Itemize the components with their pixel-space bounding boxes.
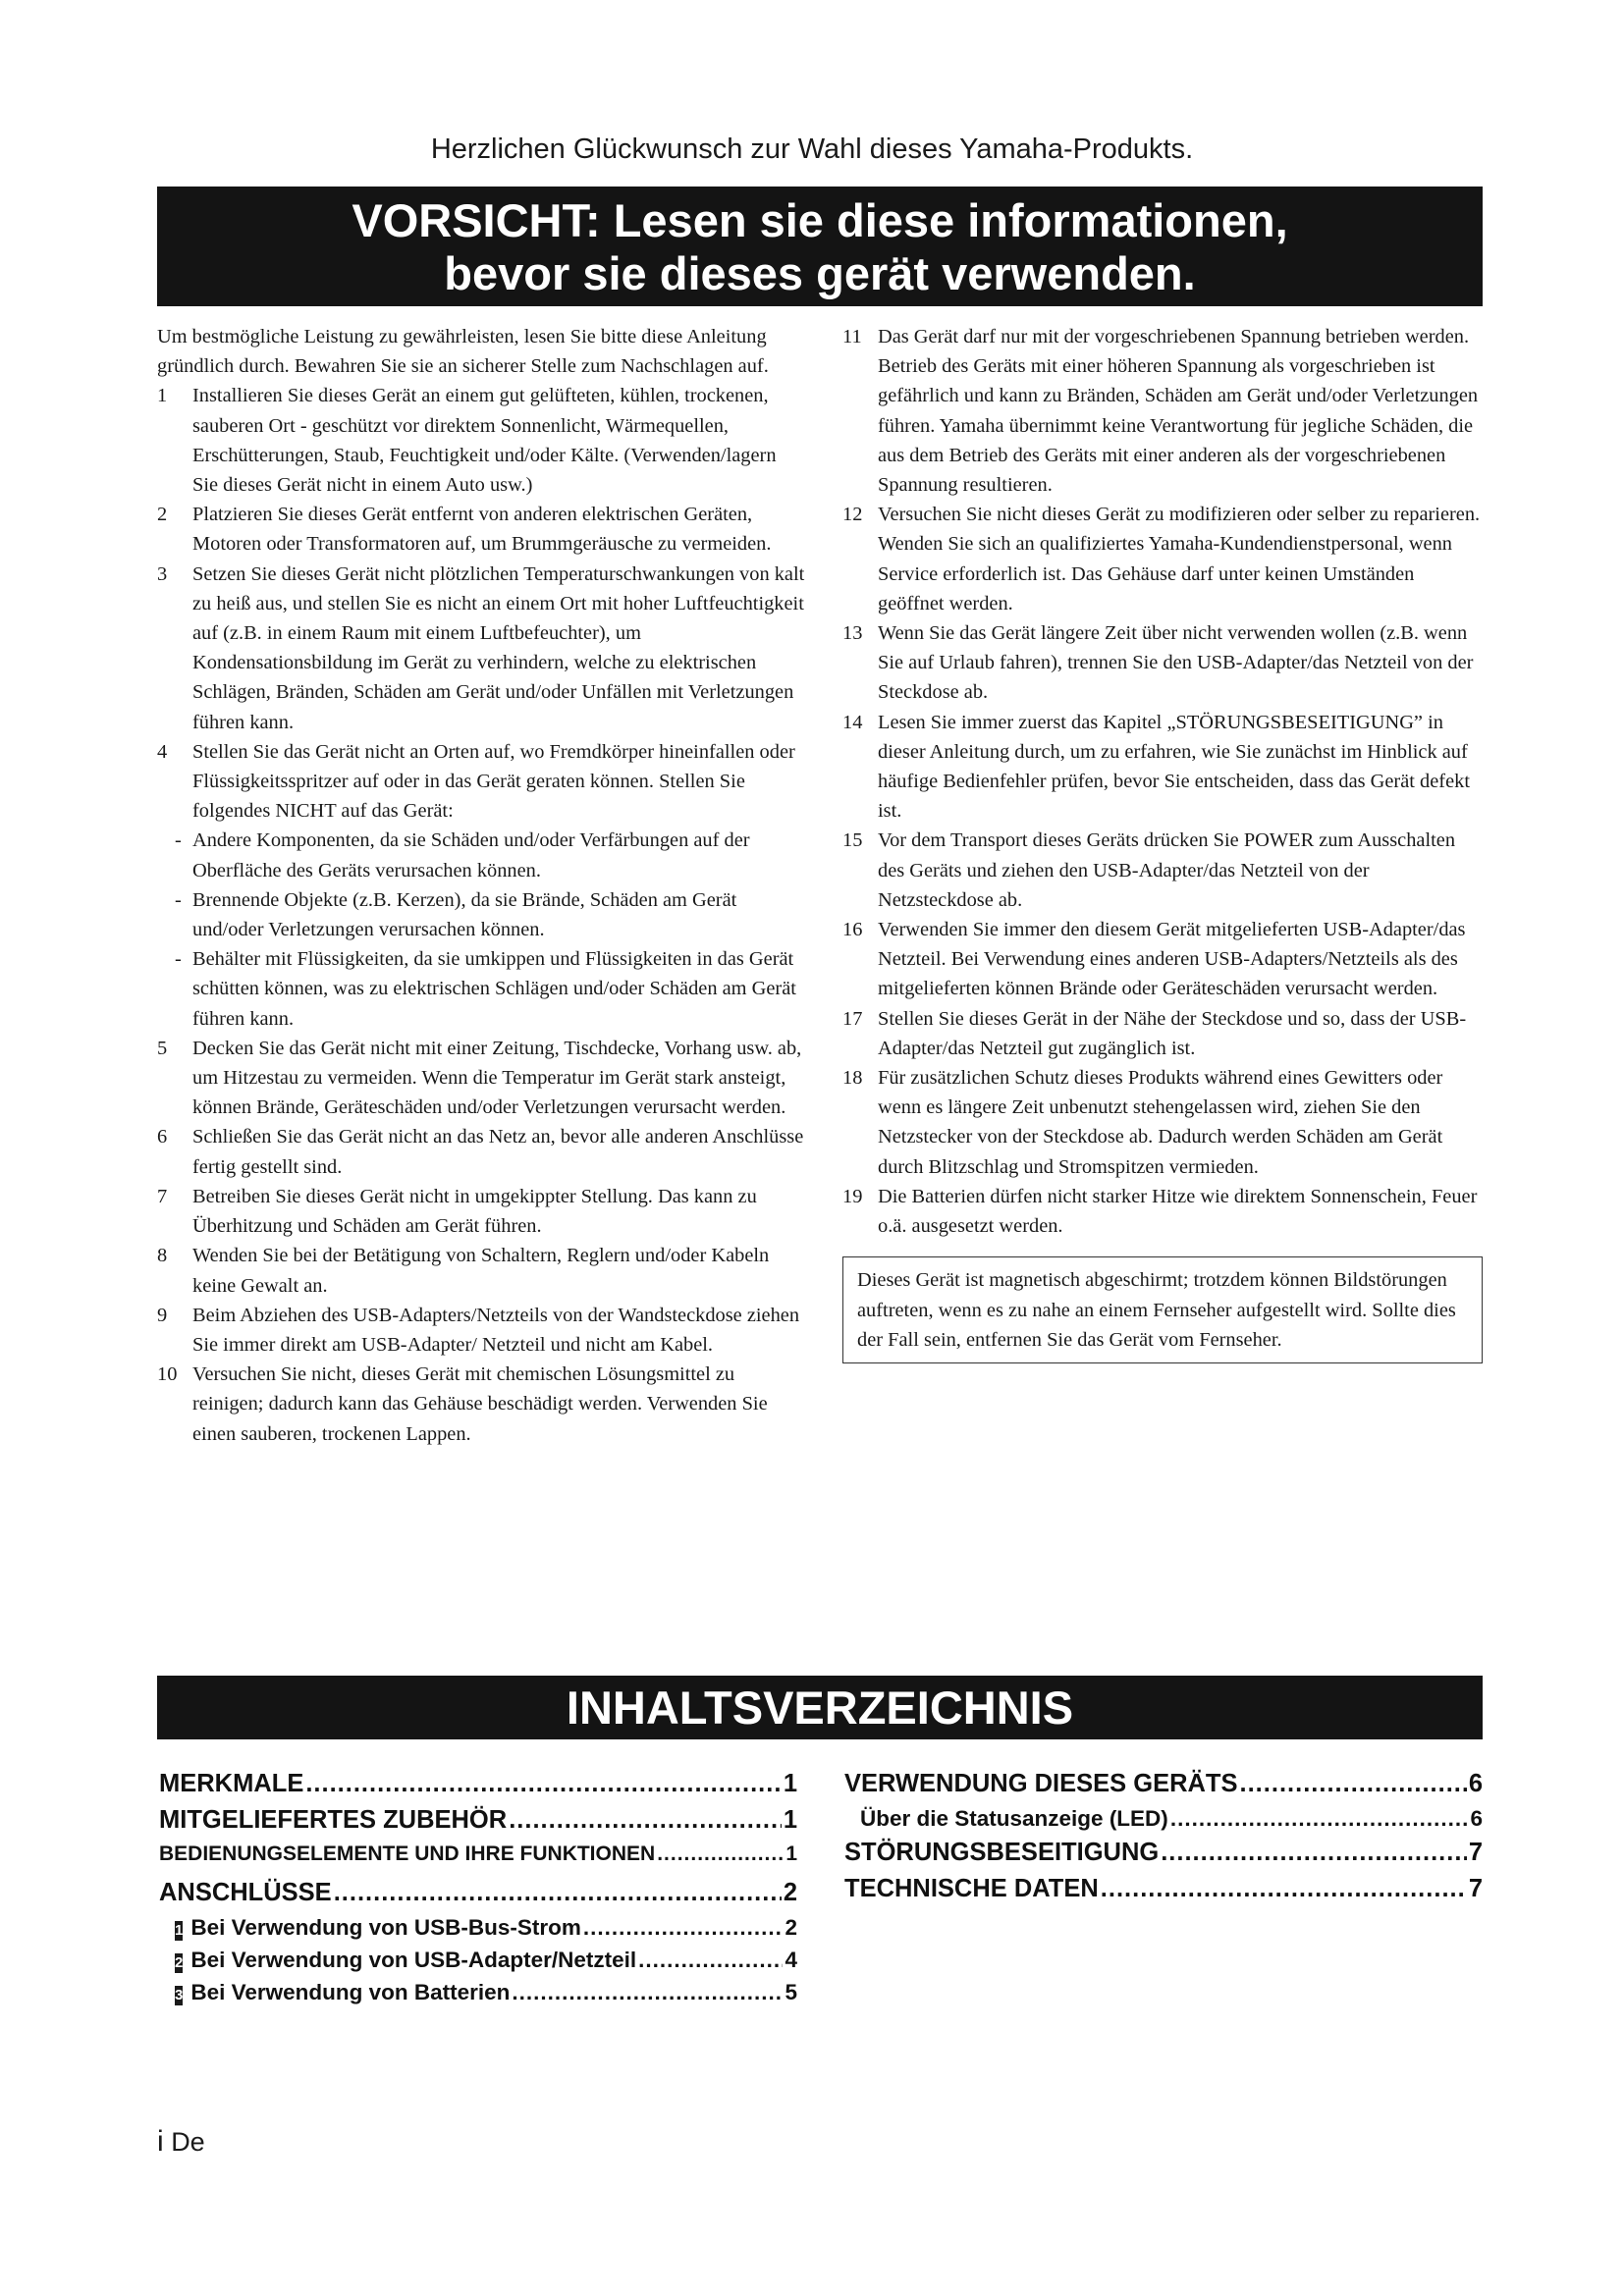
caution-item: 15 Vor dem Transport dieses Geräts drücken Sie POWER zum Ausschalten des Geräts und ziehen den USB-Adapter/das Netzteil von der Netzsteckdose ab. (842, 829, 1456, 911)
caution-item: 11 Das Gerät darf nur mit der vorgeschriebenen Spannung betrieben werden. Betrieb des Geräts mit einer höheren Spannung als vorgeschrieben ist gefährlich und kann zu Bränden, Schäden am Gerät und/oder Verletzungen führen. Yamaha übernimmt keine Verantwortung für jegliche Schäden, die aus dem Betrieb des Geräts mit einer anderen als der vorgeschriebenen Spannung resultieren. (842, 326, 1479, 497)
caution-subitem: - Brennende Objekte (z.B. Kerzen), da sie Brände, Schäden am Gerät und/oder Verletzungen verursachen können. (175, 888, 737, 941)
toc-column-right (844, 1770, 1483, 1911)
number-badge-icon: 2 (175, 1954, 184, 1971)
caution-column-right (842, 322, 1483, 1363)
caution-item: 10 Versuchen Sie nicht, dieses Gerät mit chemischen Lösungsmittel zu reinigen; dadurch kann das Gehäuse beschädigt werden. Verwenden Sie einen sauberen, trockenen Lappen. (157, 1363, 768, 1445)
intro-paragraph: Um bestmögliche Leistung zu gewährleisten, lesen Sie bitte diese Anleitung gründlich durch. Bewahren Sie sie an sicherer Stelle zum Nachschlagen auf. (157, 326, 769, 378)
number-badge-icon: 1 (175, 1922, 184, 1939)
number-badge-icon: 3 (175, 1987, 184, 2003)
toc-column-left (159, 1770, 797, 2012)
caution-title-line1: VORSICHT: Lesen sie diese informationen, (352, 194, 1288, 246)
caution-column-left (157, 322, 805, 1449)
page-number: i (157, 2125, 164, 2158)
caution-item: 7 Betreiben Sie dieses Gerät nicht in umgekippter Stellung. Das kann zu Überhitzung und Schäden am Gerät führen. (157, 1185, 757, 1238)
caution-banner (157, 187, 1483, 306)
toc-entry[interactable]: ANSCHLÜSSE ..... 2 (159, 1879, 797, 1915)
caution-item: 16 Verwenden Sie immer den diesem Gerät mitgelieferten USB-Adapter/das Netzteil. Bei Verwendung eines anderen USB-Adapters/Netzteils als des mitgelieferten können Brände oder Geräteschäden verursacht werden. (842, 919, 1466, 1000)
toc-entry[interactable]: STÖRUNGSBESEITIGUNG ..... 7 (844, 1839, 1483, 1875)
page-footer (157, 2125, 205, 2159)
caution-subitem: - Behälter mit Flüssigkeiten, da sie umkippen und Flüssigkeiten in das Gerät schütten können, was zu elektrischen Schlägen und/oder Schäden am Gerät führen kann. (175, 948, 796, 1030)
caution-item: 13 Wenn Sie das Gerät längere Zeit über nicht verwenden wollen (z.B. wenn Sie auf Urlaub fahren), trennen Sie den USB-Adapter/das Netzteil von der Steckdose ab. (842, 622, 1474, 704)
caution-item: 17 Stellen Sie dieses Gerät in der Nähe der Steckdose und so, dass der USB-Adapter/das Netzteil gut zugänglich ist. (842, 1007, 1467, 1059)
toc-entry[interactable]: MITGELIEFERTES ZUBEHÖR ..... 1 (159, 1806, 797, 1842)
caution-item: 1 Installieren Sie dieses Gerät an einem gut gelüfteten, kühlen, trockenen, sauberen Ort - geschützt vor direktem Sonnenlicht, Wärmequellen, Erschütterungen, Staub, Feuchtigkeit und/oder Kälte. (Verwenden/lagern Sie dieses Gerät nicht in einem Auto usw.) (157, 385, 777, 497)
caution-item: 3 Setzen Sie dieses Gerät nicht plötzlichen Temperaturschwankungen von kalt zu heiß aus, und stellen Sie es nicht an einem Ort mit hoher Luftfeuchtigkeit auf (z.B. in einem Raum mit einem Luftbefeuchter), um Kondensationsbildung im Gerät zu verhindern, welche zu elektrischen Schlägen, Bränden, Schäden am Gerät und/oder Unfällen mit Verletzungen führen kann. (157, 562, 805, 733)
caution-item: 8 Wenden Sie bei der Betätigung von Schaltern, Reglern und/oder Kabeln keine Gewalt an. (157, 1245, 770, 1297)
caution-subitem: - Andere Komponenten, da sie Schäden und/oder Verfärbungen auf der Oberfläche des Geräts verursachen können. (175, 829, 750, 881)
toc-entry[interactable]: TECHNISCHE DATEN ..... 7 (844, 1875, 1483, 1911)
magnetic-shield-note (842, 1256, 1483, 1363)
caution-item: 5 Decken Sie das Gerät nicht mit einer Zeitung, Tischdecke, Vorhang usw. ab, um Hitzestau zu vermeiden. Wenn die Temperatur im Gerät stark ansteigt, können Brände, Geräteschäden und/oder Verletzungen verursacht werden. (157, 1037, 802, 1119)
toc-entry[interactable]: VERWENDUNG DIESES GERÄTS ..... 6 (844, 1770, 1483, 1806)
toc-entry[interactable]: MERKMALE ..... 1 (159, 1770, 797, 1806)
caution-item: 19 Die Batterien dürfen nicht starker Hitze wie direktem Sonnenschein, Feuer o.ä. ausgesetzt werden. (842, 1185, 1478, 1238)
caution-title-line2: bevor sie dieses gerät verwenden. (444, 247, 1196, 299)
toc-subentry[interactable]: 2 Bei Verwendung von USB-Adapter/Netzteil ..... 4 (159, 1948, 797, 1980)
language-code: De (171, 2127, 205, 2157)
note-text: Dieses Gerät ist magnetisch abgeschirmt; trotzdem können Bildstörungen auftreten, wenn es zu nahe an einem Fernseher aufgestellt wird. Sollte dies der Fall sein, entfernen Sie das Gerät vom Fernseher. (857, 1269, 1456, 1351)
caution-item: 4 Stellen Sie das Gerät nicht an Orten auf, wo Fremdkörper hineinfallen oder Flüssigkeitsspritzer auf oder in das Gerät geraten können. Stellen Sie folgendes NICHT auf das Gerät: (157, 740, 795, 823)
caution-item: 9 Beim Abziehen des USB-Adapters/Netzteils von der Wandsteckdose ziehen Sie immer direkt am USB-Adapter/ Netzteil und nicht am Kabel. (157, 1304, 800, 1356)
toc-subentry[interactable]: 1 Bei Verwendung von USB-Bus-Strom ..... 2 (159, 1915, 797, 1948)
toc-title: INHALTSVERZEICHNIS (157, 1676, 1483, 1739)
toc-subentry[interactable]: Über die Statusanzeige (LED) ..... 6 (844, 1806, 1483, 1839)
caution-item: 6 Schließen Sie das Gerät nicht an das Netz an, bevor alle anderen Anschlüsse fertig gestellt sind. (157, 1126, 804, 1178)
caution-item: 2 Platzieren Sie dieses Gerät entfernt von anderen elektrischen Geräten, Motoren oder Transformatoren auf, um Brummgeräusche zu vermeiden. (157, 504, 772, 556)
toc-entry[interactable]: BEDIENUNGSELEMENTE UND IHRE FUNKTIONEN ..... 1 (159, 1842, 797, 1879)
caution-item: 18 Für zusätzlichen Schutz dieses Produkts während eines Gewitters oder wenn es längere Zeit unbenutzt stehengelassen wird, ziehen Sie den Netzstecker von der Steckdose ab. Dadurch werden Schäden am Gerät durch Blitzschlag und Stromspitzen vermieden. (842, 1067, 1443, 1178)
caution-item: 12 Versuchen Sie nicht dieses Gerät zu modifizieren oder selber zu reparieren. Wenden Sie sich an qualifiziertes Yamaha-Kundendienstpersonal, wenn Service erforderlich ist. Das Gehäuse darf unter keinen Umständen geöffnet werden. (842, 504, 1481, 614)
toc-subentry[interactable]: 3 Bei Verwendung von Batterien ..... 5 (159, 1980, 797, 2012)
caution-item: 14 Lesen Sie immer zuerst das Kapitel „STÖRUNGSBESEITIGUNG” in dieser Anleitung durch, um zu erfahren, wie Sie zunächst im Hinblick auf häufige Bedienfehler prüfen, bevor Sie entscheiden, dass das Gerät defekt ist. (842, 711, 1470, 823)
greeting: Herzlichen Glückwunsch zur Wahl dieses Yamaha-Produkts. (430, 133, 1194, 165)
